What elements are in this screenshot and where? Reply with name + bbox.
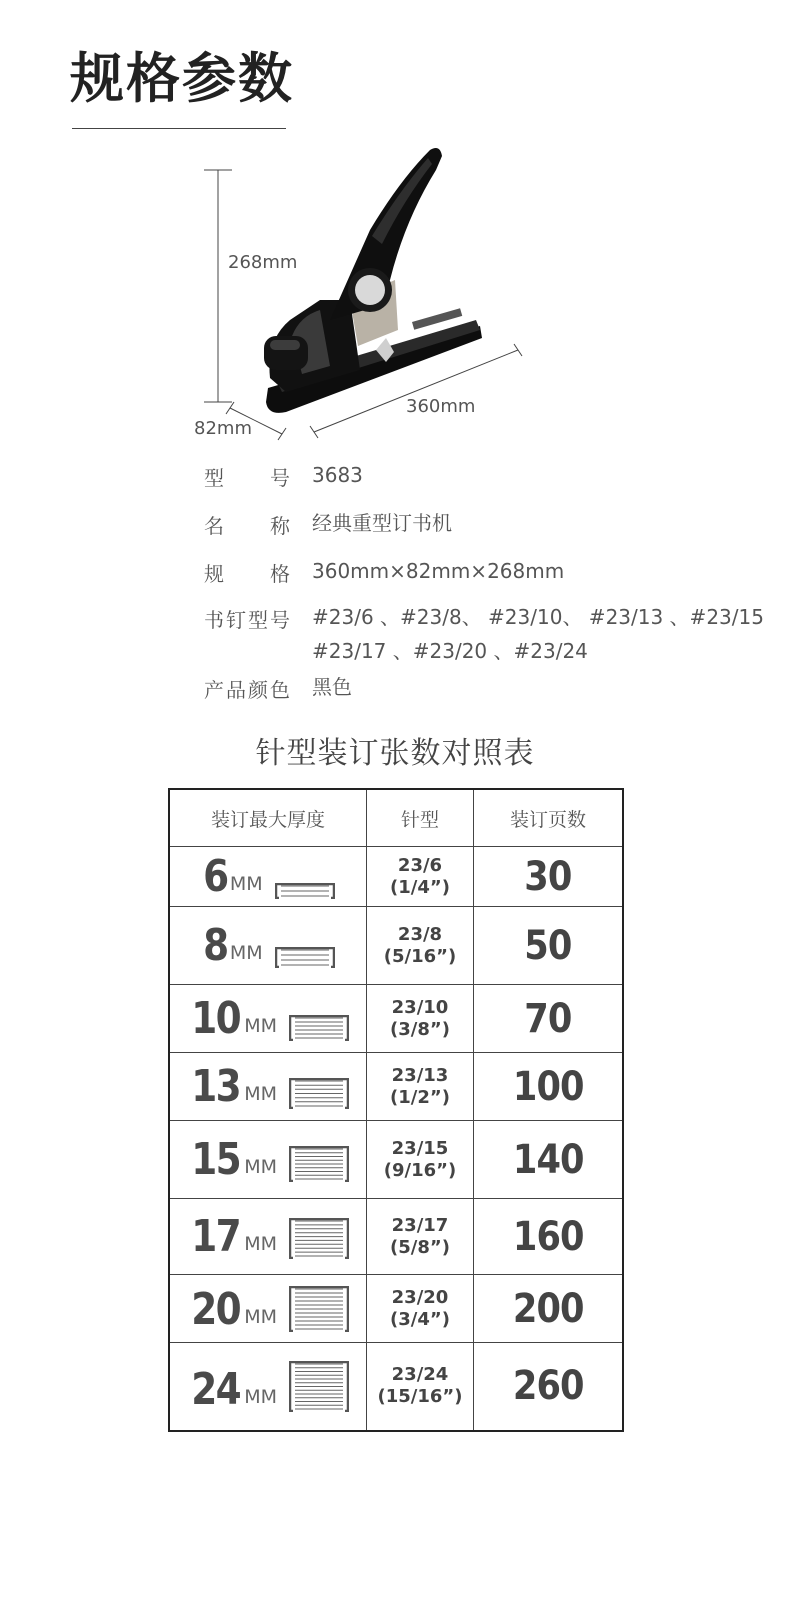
thickness-value: 20	[191, 1283, 240, 1335]
thickness-unit: MM	[229, 872, 263, 895]
thickness-cell	[169, 1199, 367, 1275]
spec-key: 规格	[204, 562, 290, 586]
pages-value: 140	[512, 1136, 584, 1183]
thickness-unit: MM	[244, 1385, 278, 1408]
table-row	[169, 1199, 623, 1275]
thickness-cell	[169, 1275, 367, 1343]
staple-inch: (1/2”)	[390, 1086, 450, 1108]
thickness-cell	[169, 985, 367, 1053]
staple-type: 23/20	[391, 1286, 449, 1308]
table-row	[169, 1121, 623, 1199]
table-row	[169, 1275, 623, 1343]
spec-key: 名称	[204, 514, 290, 538]
header-type: 针型	[367, 789, 474, 847]
table-row	[169, 985, 623, 1053]
type-cell	[367, 847, 474, 907]
staple-inch: (1/4”)	[390, 876, 450, 898]
staple-type: 23/13	[391, 1064, 449, 1086]
staple-inch: (5/8”)	[390, 1236, 450, 1258]
spec-value: 3683	[312, 463, 363, 487]
header-thickness: 装订最大厚度	[169, 789, 367, 847]
staple-inch: (3/4”)	[390, 1308, 450, 1330]
type-cell	[367, 985, 474, 1053]
pages-cell	[474, 907, 624, 985]
page-title: 规格参数	[70, 47, 294, 110]
type-cell	[367, 907, 474, 985]
staple-type: 23/10	[391, 996, 449, 1018]
pages-value: 100	[512, 1063, 584, 1110]
header-pages: 装订页数	[474, 789, 624, 847]
thickness-cell	[169, 1121, 367, 1199]
staple-inch: (9/16”)	[383, 1159, 457, 1181]
spec-key: 产品颜色	[204, 678, 290, 702]
spec-key: 书钉型号	[204, 608, 290, 632]
staple-type: 23/24	[391, 1364, 449, 1386]
table-header-row	[169, 789, 623, 847]
type-cell	[367, 1275, 474, 1343]
pages-cell	[474, 985, 624, 1053]
type-cell	[367, 1343, 474, 1431]
spec-value-line2: #23/17 、#23/20 、#23/24	[312, 639, 588, 663]
type-cell	[367, 1199, 474, 1275]
type-cell	[367, 1053, 474, 1121]
length-dimension: 360mm	[406, 396, 476, 417]
pages-value: 30	[524, 853, 572, 900]
type-cell	[367, 1121, 474, 1199]
staple-inch: (5/16”)	[383, 945, 457, 967]
thickness-unit: MM	[244, 1082, 278, 1105]
staple-icon	[289, 1146, 349, 1182]
staple-type: 23/15	[391, 1137, 449, 1159]
width-dimension: 82mm	[194, 418, 252, 439]
spec-value: 360mm×82mm×268mm	[312, 559, 565, 583]
spec-value: #23/6 、#23/8、 #23/10、 #23/13 、#23/15	[312, 605, 764, 629]
staple-icon	[275, 947, 335, 968]
thickness-unit: MM	[244, 1232, 278, 1255]
thickness-unit: MM	[244, 1155, 278, 1178]
thickness-value: 10	[191, 992, 240, 1044]
pages-value: 50	[524, 922, 572, 969]
thickness-value: 17	[191, 1210, 240, 1262]
pages-cell	[474, 1343, 624, 1431]
pages-value: 260	[512, 1363, 584, 1410]
pages-cell	[474, 1053, 624, 1121]
product-illustration	[190, 140, 550, 450]
staple-type: 23/6	[397, 854, 443, 876]
staple-table	[168, 788, 620, 1432]
pages-cell	[474, 847, 624, 907]
pages-value: 70	[524, 995, 572, 1042]
thickness-cell	[169, 1343, 367, 1431]
table-row	[169, 1053, 623, 1121]
spec-key: 型号	[204, 466, 290, 490]
staple-inch: (3/8”)	[390, 1018, 450, 1040]
spec-value: 黑色	[312, 675, 352, 699]
thickness-unit: MM	[244, 1014, 278, 1037]
pages-value: 200	[512, 1285, 584, 1332]
thickness-cell	[169, 907, 367, 985]
thickness-value: 6	[203, 850, 228, 902]
staple-icon	[289, 1015, 349, 1041]
staple-icon	[289, 1078, 349, 1109]
table-row	[169, 907, 623, 985]
pages-cell	[474, 1121, 624, 1199]
thickness-value: 15	[191, 1133, 240, 1185]
title-underline	[72, 128, 286, 129]
staple-icon	[289, 1361, 349, 1412]
pages-cell	[474, 1275, 624, 1343]
thickness-value: 24	[191, 1363, 240, 1415]
table-row	[169, 1343, 623, 1431]
staple-icon	[289, 1286, 349, 1332]
thickness-cell	[169, 1053, 367, 1121]
thickness-value: 13	[191, 1060, 240, 1112]
stapler-image	[190, 140, 550, 450]
height-dimension: 268mm	[228, 252, 298, 273]
thickness-cell	[169, 847, 367, 907]
staple-inch: (15/16”)	[377, 1386, 463, 1408]
staple-icon	[289, 1218, 349, 1259]
pages-value: 160	[512, 1213, 584, 1260]
thickness-unit: MM	[229, 941, 263, 964]
spec-value: 经典重型订书机	[312, 511, 452, 535]
staple-type: 23/17	[391, 1214, 449, 1236]
pages-cell	[474, 1199, 624, 1275]
table-row	[169, 847, 623, 907]
staple-icon	[275, 883, 335, 899]
table-title: 针型装订张数对照表	[255, 736, 535, 771]
thickness-unit: MM	[244, 1305, 278, 1328]
staple-type: 23/8	[397, 923, 443, 945]
thickness-value: 8	[203, 919, 228, 971]
